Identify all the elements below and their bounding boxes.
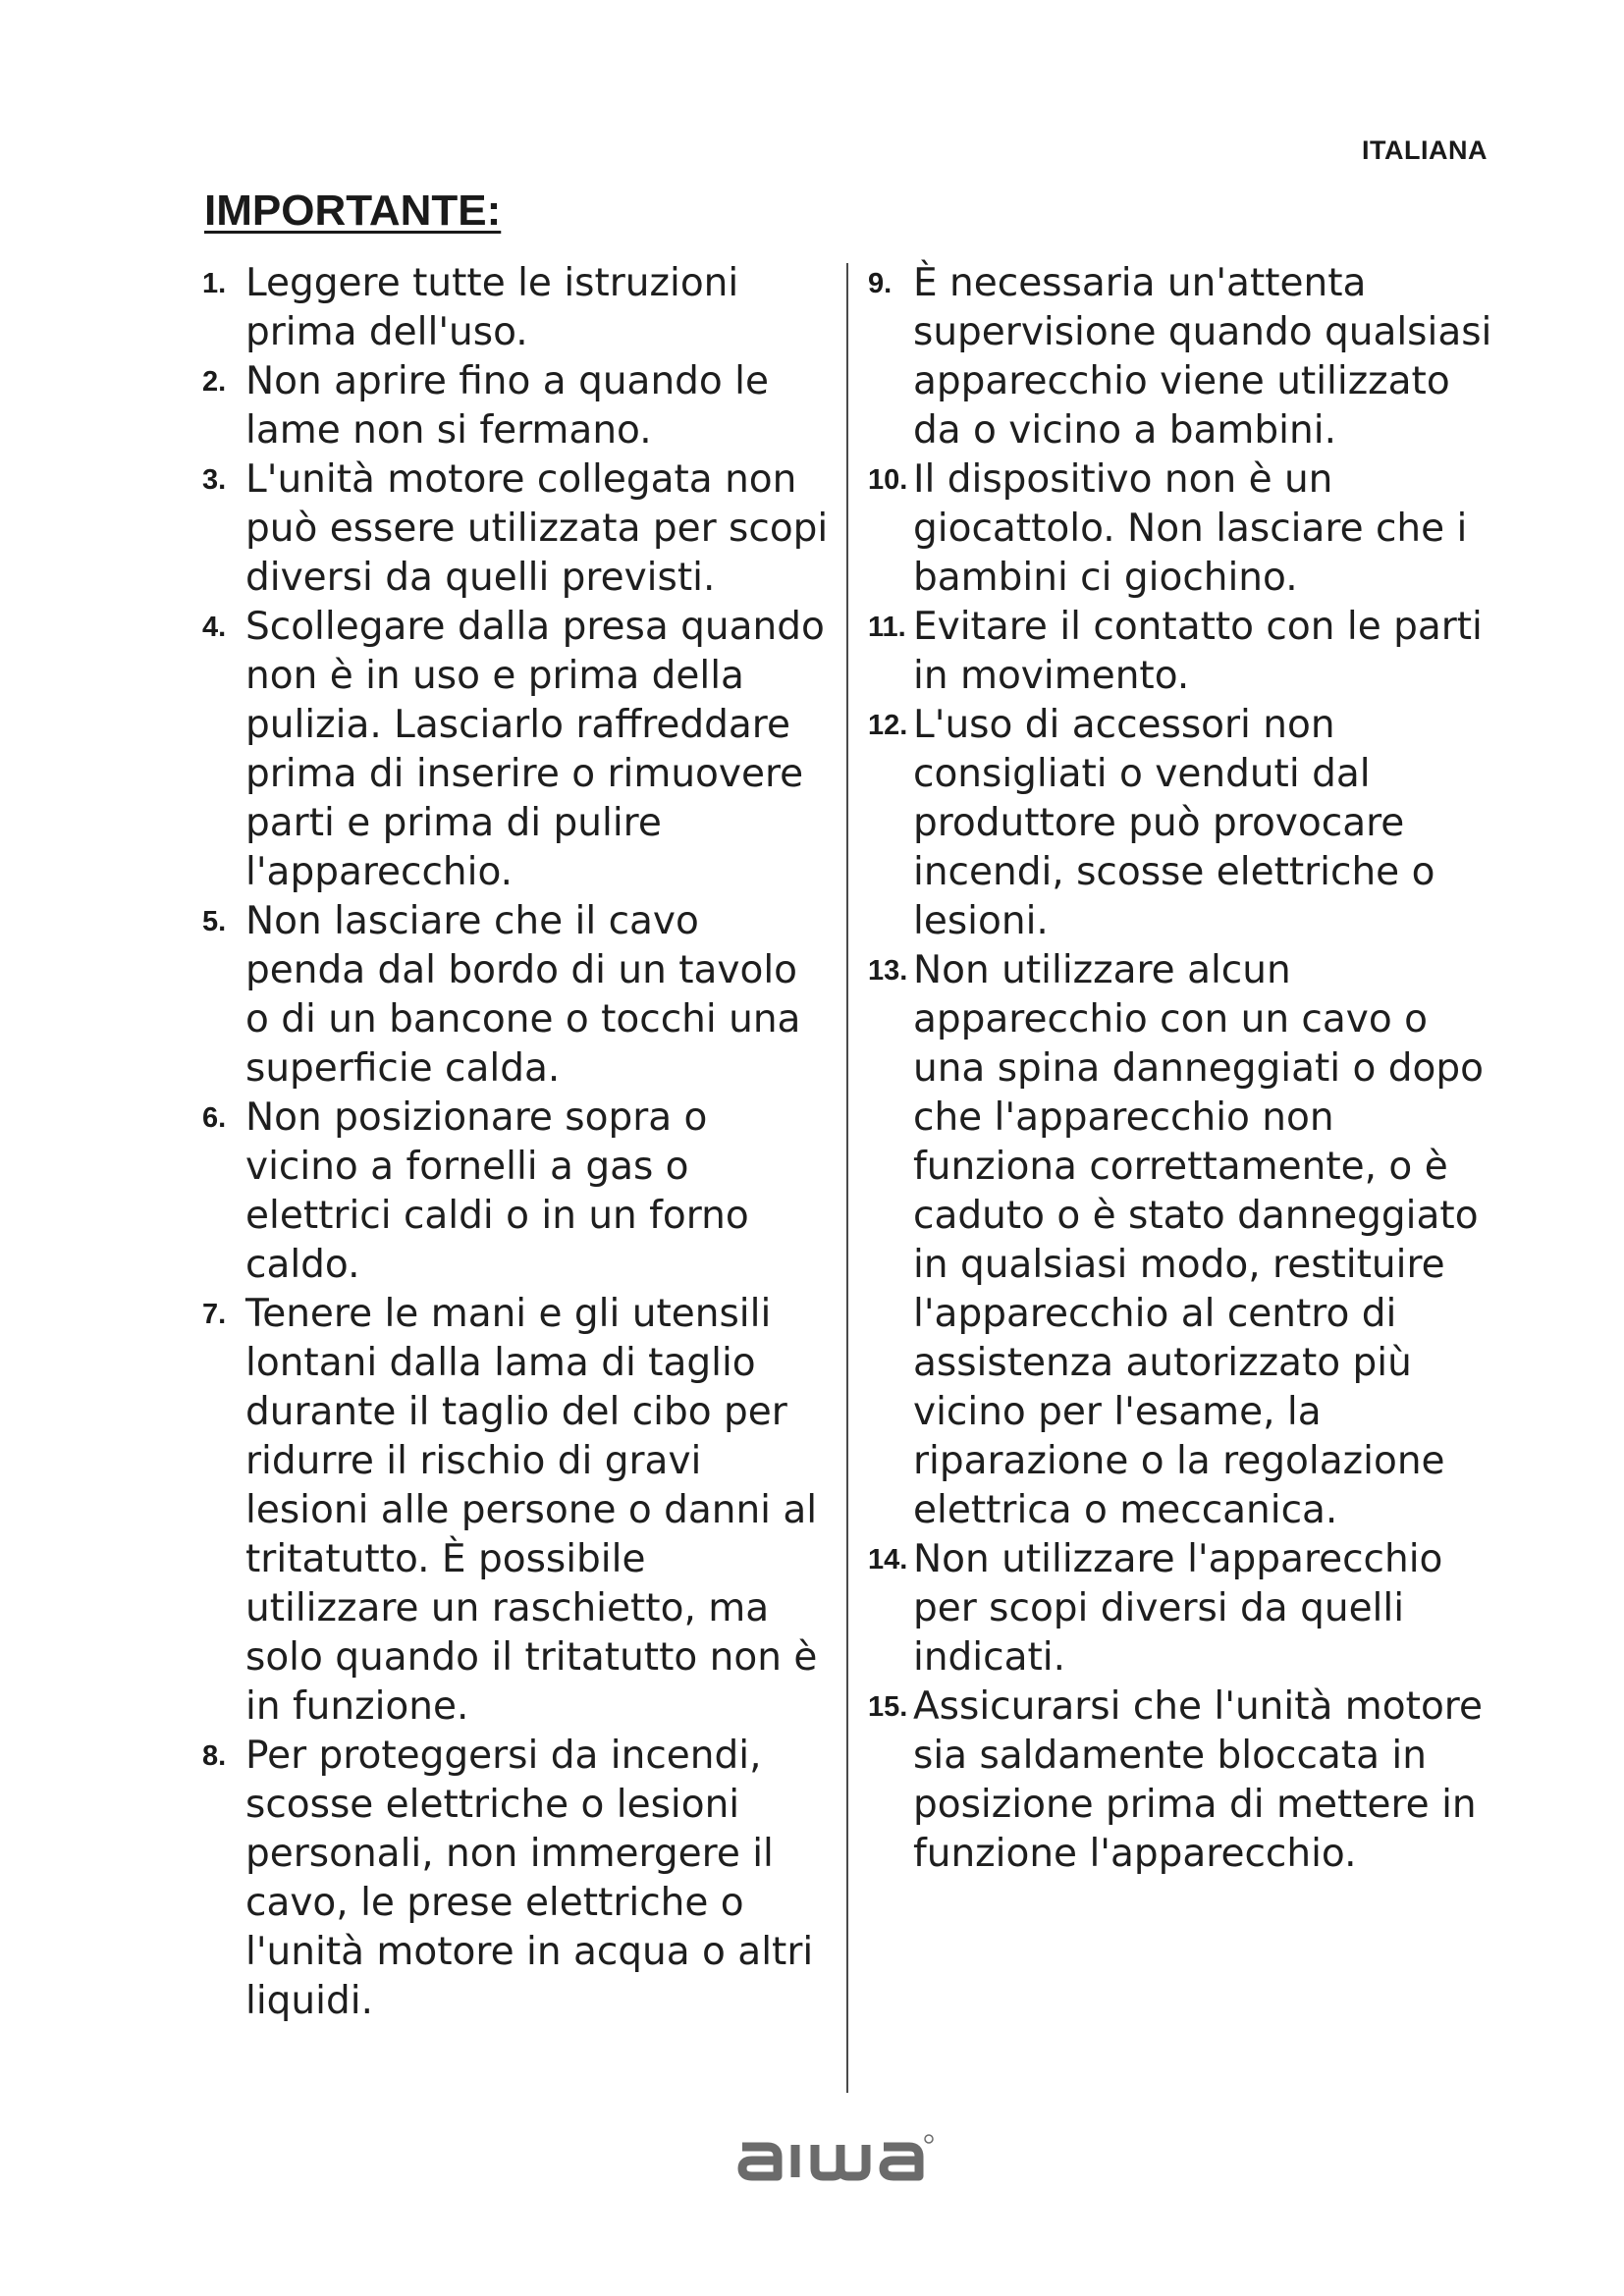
item-number: 10. bbox=[868, 464, 908, 496]
item-text: Tenere le mani e gli utensili lontani dalla lama di taglio durante il taglio del cibo per ridurre il rischio di gravi lesioni alle persone o danni al tritatutto. È possibile utilizzare un raschietto, ma solo quando il tritatutto non è in funzione. bbox=[245, 1292, 818, 1729]
item-text: Evitare il contatto con le parti in movimento. bbox=[913, 605, 1483, 698]
aiwa-logo bbox=[734, 2125, 960, 2184]
item-number: 12. bbox=[868, 710, 908, 741]
instruction-item bbox=[868, 946, 1496, 1535]
item-text: Non posizionare sopra o vicino a fornelli a gas o elettrici caldi o in un forno caldo. bbox=[245, 1095, 749, 1287]
column-divider bbox=[846, 263, 848, 2093]
item-text: L'unità motore collegata non può essere utilizzata per scopi diversi da quelli previsti. bbox=[245, 457, 829, 600]
item-number: 3. bbox=[202, 464, 227, 496]
language-label: ITALIANA bbox=[1362, 135, 1488, 165]
instruction-item bbox=[868, 603, 1496, 701]
item-text: Non utilizzare alcun apparecchio con un cavo o una spina danneggiati o dopo che l'apparecchio non funziona correttamente, o è caduto o è stato danneggiato in qualsiasi modo, restituire l'apparecchio al centro di assistenza autorizzato più vicino per l'esame, la riparazione o la regolazione elettrica o meccanica. bbox=[913, 948, 1485, 1532]
instruction-item bbox=[868, 1535, 1496, 1682]
item-text: È necessaria un'attenta supervisione quando qualsiasi apparecchio viene utilizzato da o vicino a bambini. bbox=[913, 261, 1492, 453]
item-number: 7. bbox=[202, 1299, 227, 1330]
item-number: 6. bbox=[202, 1102, 227, 1134]
instruction-item bbox=[202, 603, 831, 897]
page-title: IMPORTANTE: bbox=[204, 187, 502, 235]
instruction-item bbox=[868, 259, 1496, 455]
item-number: 2. bbox=[202, 366, 227, 398]
item-text: Non aprire fino a quando le lame non si fermano. bbox=[245, 359, 770, 453]
item-number: 15. bbox=[868, 1691, 908, 1723]
item-number: 14. bbox=[868, 1544, 908, 1575]
item-text: Il dispositivo non è un giocattolo. Non lasciare che i bambini ci giochino. bbox=[913, 457, 1468, 600]
item-number: 5. bbox=[202, 906, 227, 937]
instruction-item bbox=[202, 1732, 831, 2026]
item-number: 8. bbox=[202, 1740, 227, 1772]
instruction-item bbox=[202, 259, 831, 357]
item-number: 9. bbox=[868, 268, 893, 299]
instruction-item bbox=[202, 897, 831, 1094]
item-text: Non lasciare che il cavo penda dal bordo di un tavolo o di un bancone o tocchi una superficie calda. bbox=[245, 899, 801, 1091]
item-number: 4. bbox=[202, 612, 227, 643]
item-number: 11. bbox=[868, 612, 906, 643]
instructions-left-column bbox=[202, 259, 831, 2026]
item-number: 1. bbox=[202, 268, 227, 299]
instruction-item bbox=[868, 1682, 1496, 1879]
instructions-right-column bbox=[868, 259, 1496, 1879]
item-text: Assicurarsi che l'unità motore sia saldamente bloccata in posizione prima di mettere in funzione l'apparecchio. bbox=[913, 1684, 1483, 1876]
instruction-item bbox=[202, 1290, 831, 1732]
item-text: Non utilizzare l'apparecchio per scopi diversi da quelli indicati. bbox=[913, 1537, 1443, 1680]
instruction-item bbox=[202, 357, 831, 455]
instruction-item bbox=[202, 1094, 831, 1290]
item-text: Per proteggersi da incendi, scosse elettriche o lesioni personali, non immergere il cavo, le prese elettriche o l'unità motore in acqua o altri liquidi. bbox=[245, 1734, 814, 2023]
instruction-item bbox=[868, 701, 1496, 946]
item-text: L'uso di accessori non consigliati o venduti dal produttore può provocare incendi, scosse elettriche o lesioni. bbox=[913, 703, 1435, 943]
item-text: Scollegare dalla presa quando non è in uso e prima della pulizia. Lasciarlo raffreddare prima di inserire o rimuovere parti e prima di pulire l'apparecchio. bbox=[245, 605, 825, 894]
instruction-item bbox=[202, 455, 831, 603]
item-number: 13. bbox=[868, 955, 908, 987]
item-text: Leggere tutte le istruzioni prima dell'uso. bbox=[245, 261, 739, 354]
instruction-item bbox=[868, 455, 1496, 603]
